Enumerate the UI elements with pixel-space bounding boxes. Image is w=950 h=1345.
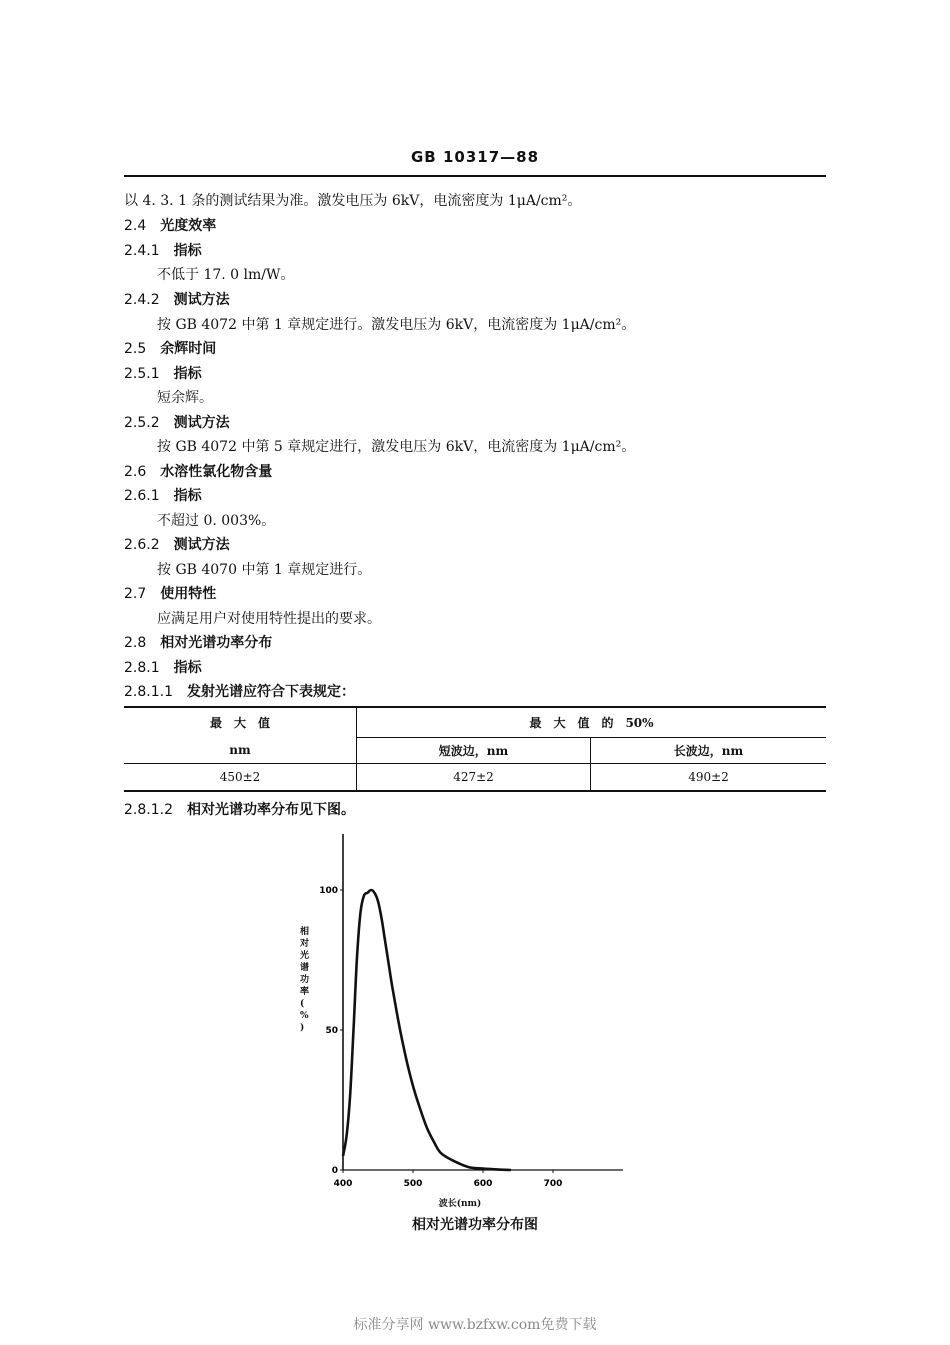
- section-number: 2.4.2: [124, 292, 160, 308]
- section-number: 2.5.1: [124, 366, 160, 382]
- section-number: 2.6.2: [124, 537, 160, 553]
- section-title: 余辉时间: [160, 341, 217, 357]
- section-2-4-2: [124, 291, 230, 309]
- y-tick-label: 100: [319, 886, 338, 896]
- section-2-8-1: [124, 659, 202, 677]
- paragraph-continuation: 以 4. 3. 1 条的测试结果为准。激发电压为 6kV，电流密度为 1μA/cm²。: [124, 193, 582, 209]
- x-tick-label: 500: [403, 1179, 423, 1189]
- y-label-char: 相: [300, 927, 310, 937]
- section-2-5-2: [124, 414, 230, 432]
- section-number: 2.6: [124, 464, 147, 480]
- section-title: 光度效率: [160, 218, 217, 234]
- section-2-6-2-text: 按 GB 4070 中第 1 章规定进行。: [157, 562, 372, 578]
- section-2-8-1-1: [124, 683, 355, 701]
- section-number: 2.5: [124, 341, 147, 357]
- section-number: 2.4: [124, 218, 147, 234]
- y-label-char: 谱: [300, 963, 310, 973]
- y-tick-label: 0: [331, 1166, 338, 1176]
- footer-watermark: 标准分享网 www.bzfxw.com免费下载: [353, 1317, 597, 1333]
- section-2-4-1: [124, 242, 202, 260]
- y-label-char: (: [300, 999, 305, 1009]
- section-number: 2.4.1: [124, 243, 160, 259]
- section-title: 指标: [173, 488, 202, 504]
- section-number: 2.8: [124, 635, 147, 651]
- table-header-half-max: 最 大 值 的 50%: [357, 707, 827, 737]
- section-2-6-2: [124, 536, 230, 554]
- y-label-char: ): [300, 1023, 305, 1033]
- section-2-6-1: [124, 487, 202, 505]
- section-number: 2.8.1.2: [124, 802, 173, 818]
- spectral-power-line: [343, 890, 511, 1170]
- header-rule: [124, 175, 826, 177]
- section-number: 2.7: [124, 586, 147, 602]
- section-title: 相对光谱功率分布见下图。: [186, 802, 355, 818]
- x-tick-label: 400: [333, 1179, 353, 1189]
- section-number: 2.8.1.1: [124, 684, 173, 700]
- x-axis-label: 波长(nm): [438, 1199, 482, 1209]
- section-2-5-1: [124, 365, 202, 383]
- chart-caption: 相对光谱功率分布图: [412, 1217, 538, 1233]
- section-2-5-1-text: 短余辉。: [157, 390, 213, 406]
- section-2-5: [124, 340, 216, 358]
- section-2-4-1-text: 不低于 17. 0 lm/W。: [157, 267, 295, 283]
- table-cell-max: 450±2: [124, 763, 357, 791]
- section-title: 测试方法: [173, 415, 230, 431]
- emission-spectrum-table: [124, 706, 826, 792]
- section-number: 2.8.1: [124, 660, 160, 676]
- section-number: 2.6.1: [124, 488, 160, 504]
- section-title: 发射光谱应符合下表规定：: [186, 684, 355, 700]
- section-2-8-1-2: [124, 801, 355, 819]
- section-2-4-2-text: 按 GB 4072 中第 1 章规定进行。激发电压为 6kV，电流密度为 1μA/cm²。: [157, 317, 636, 333]
- table-subheader-long: 长波边，nm: [591, 737, 827, 763]
- section-title: 指标: [173, 243, 202, 259]
- section-2-6: [124, 463, 272, 481]
- y-tick-label: 50: [325, 1026, 338, 1036]
- section-title: 测试方法: [173, 537, 230, 553]
- section-2-8: [124, 634, 272, 652]
- y-axis-label: [299, 925, 309, 1033]
- table-cell-short: 427±2: [357, 763, 591, 791]
- x-tick-label: 700: [543, 1179, 563, 1189]
- y-label-char: %: [300, 1011, 309, 1021]
- table-subheader-short: 短波边，nm: [357, 737, 591, 763]
- section-2-7: [124, 585, 216, 603]
- x-tick-label: 600: [473, 1179, 493, 1189]
- y-label-char: 光: [300, 951, 310, 961]
- section-2-5-2-text: 按 GB 4072 中第 5 章规定进行，激发电压为 6kV，电流密度为 1μA/cm²。: [157, 439, 636, 455]
- section-2-7-text: 应满足用户对使用特性提出的要求。: [157, 611, 381, 627]
- section-title: 使用特性: [160, 586, 217, 602]
- section-number: 2.5.2: [124, 415, 160, 431]
- page-header-doc-number: GB 10317—88: [410, 148, 540, 166]
- y-label-char: 对: [300, 939, 310, 949]
- table-cell-long: 490±2: [591, 763, 827, 791]
- section-title: 测试方法: [173, 292, 230, 308]
- spectral-power-chart: [290, 826, 640, 1211]
- section-title: 指标: [173, 660, 202, 676]
- section-2-6-1-text: 不超过 0. 003%。: [157, 513, 276, 529]
- table-header-max: 最 大 值: [124, 707, 357, 737]
- section-title: 水溶性氯化物含量: [160, 464, 273, 480]
- table-header-unit: nm: [229, 742, 251, 757]
- section-2-4: [124, 217, 216, 235]
- y-label-char: 率: [300, 987, 310, 997]
- y-label-char: 功: [300, 975, 310, 985]
- section-title: 相对光谱功率分布: [160, 635, 273, 651]
- section-title: 指标: [173, 366, 202, 382]
